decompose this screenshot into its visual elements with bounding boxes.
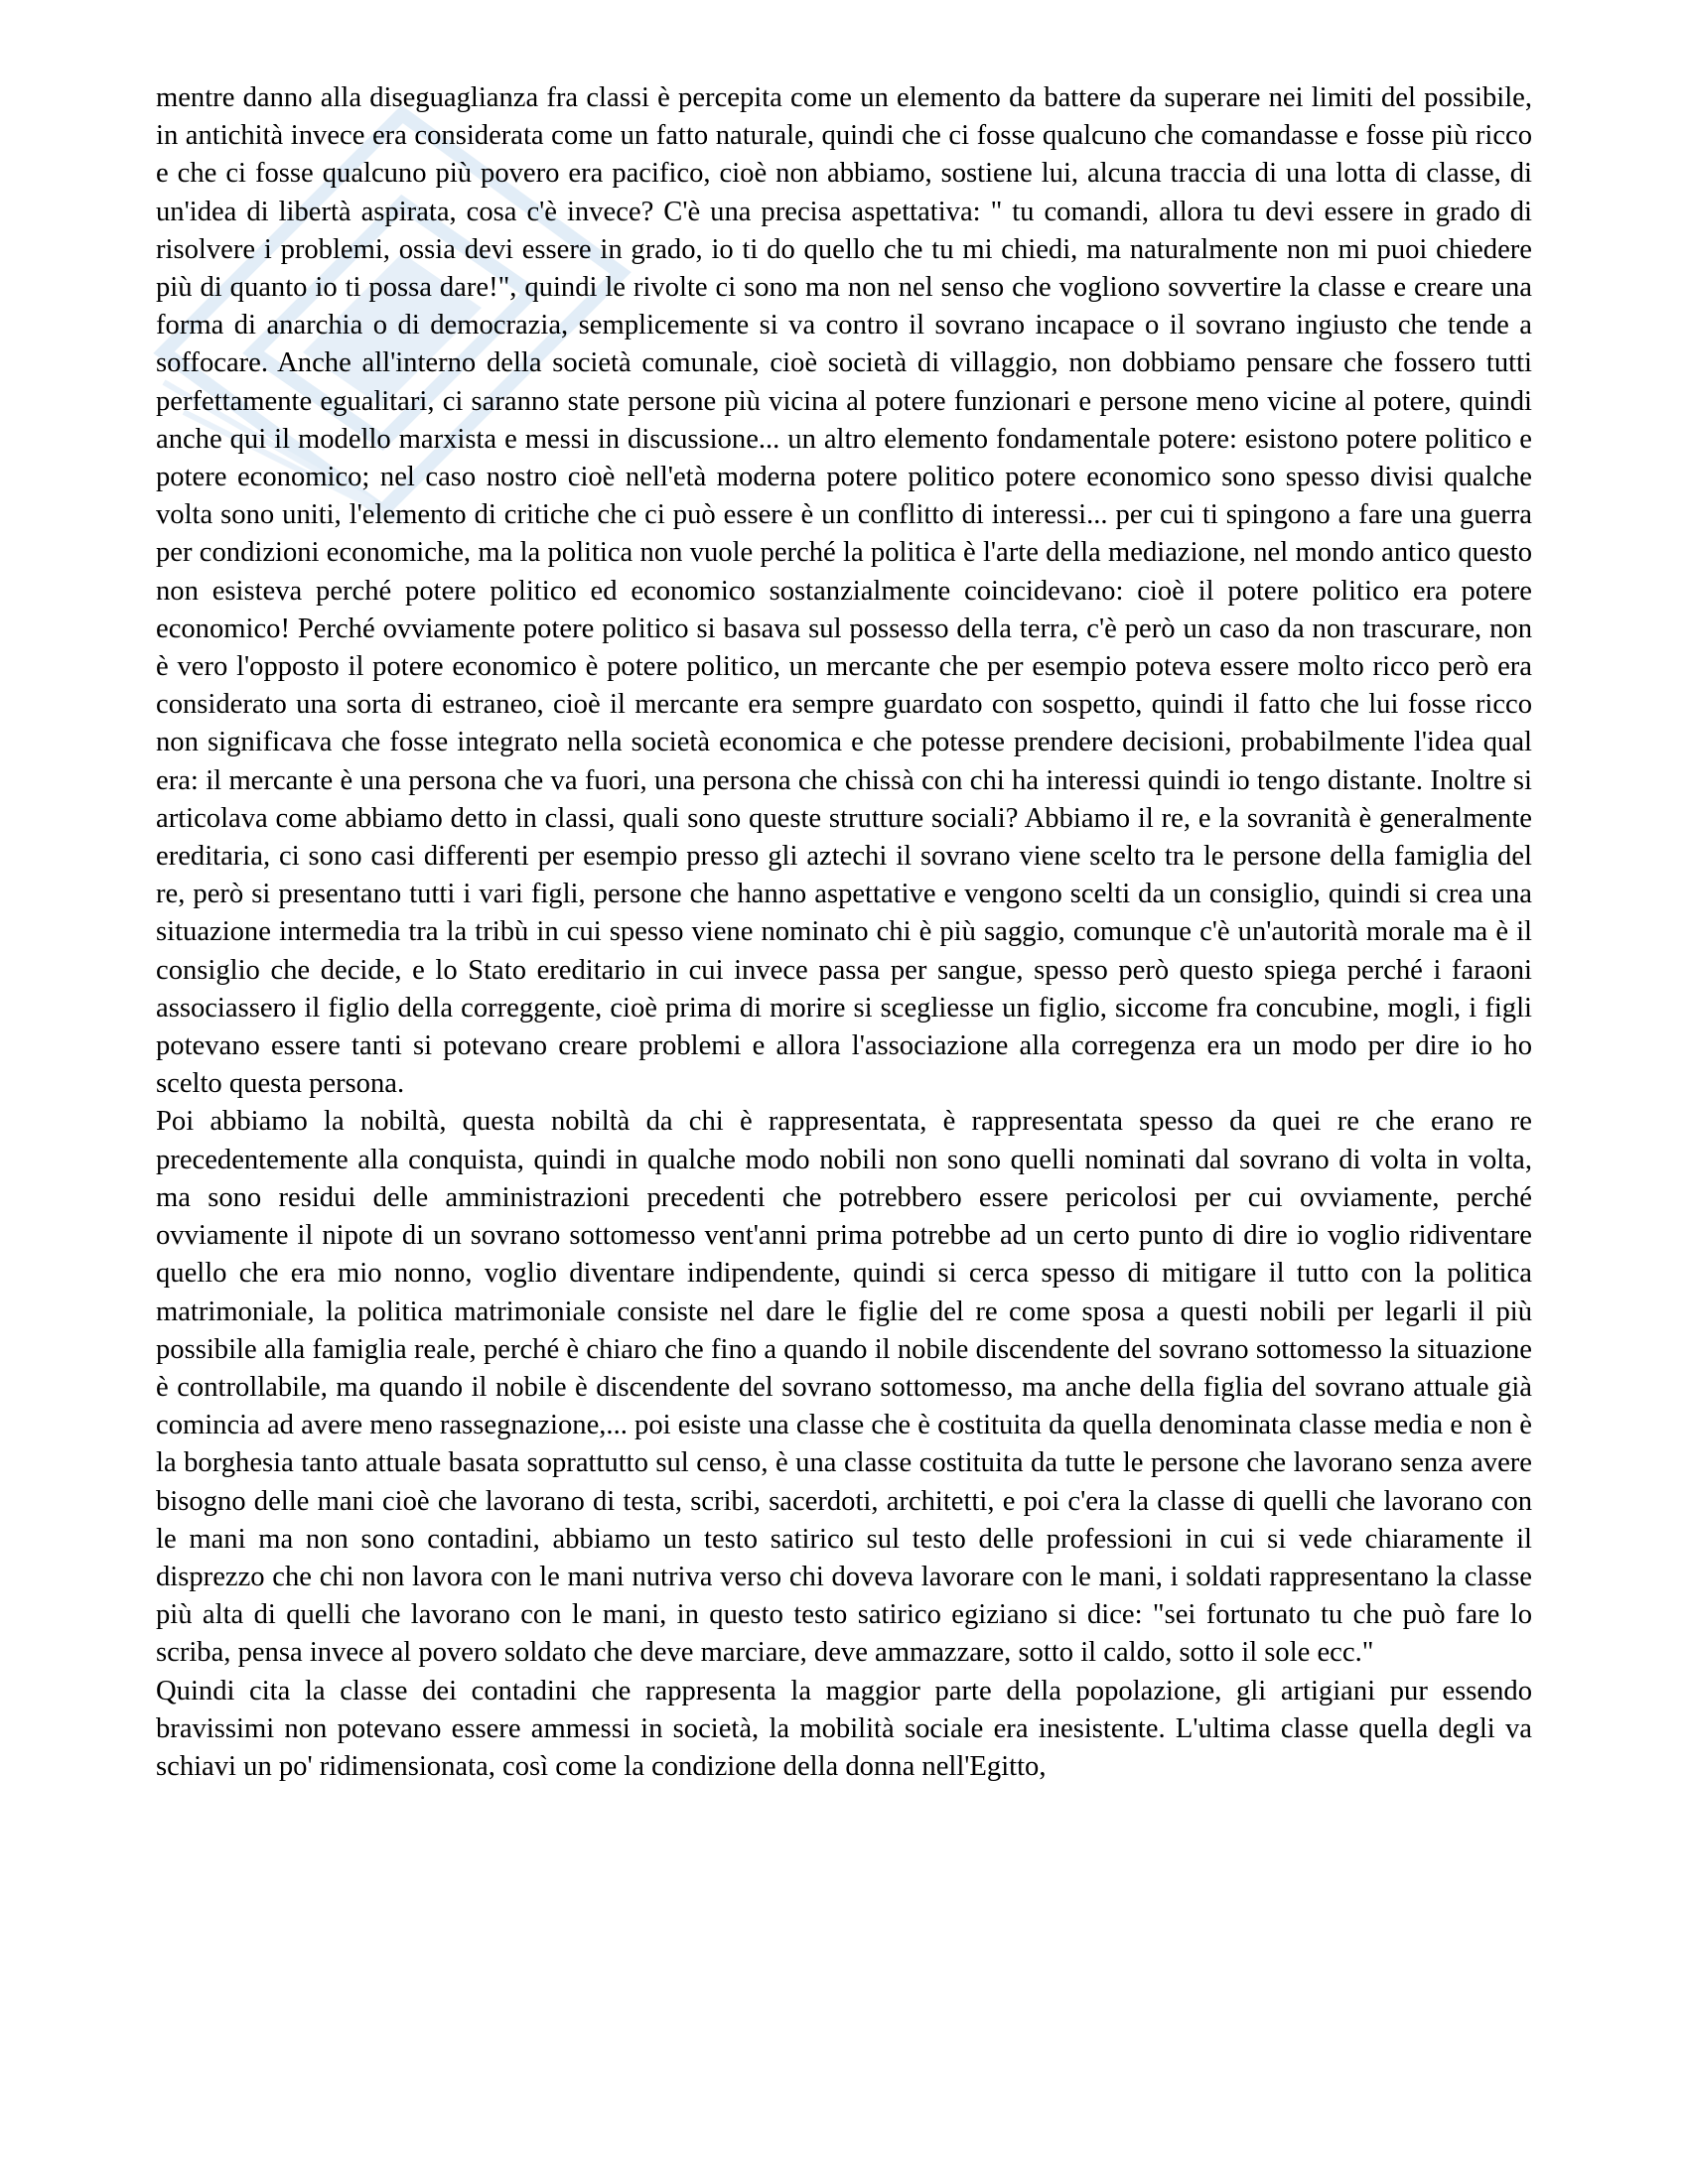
paragraph-3: Quindi cita la classe dei contadini che rappresenta la maggior parte della popolazione, gli artigiani pur essendo bravissimi non potevano essere ammessi in società, la mobilità sociale era inesistente. L'ultima classe quella degli va schiavi un po' ridimensionata, così come la condizione della donna nell'Egitto, (156, 1675, 1532, 1782)
paragraph-1: mentre danno alla diseguaglianza fra classi è percepita come un elemento da battere da superare nei limiti del possibile, in antichità invece era considerata come un fatto naturale, quindi che ci fosse qualcuno che comandasse e fosse più ricco e che ci fosse qualcuno più povero era pacifico, cioè non abbiamo, sostiene lui, alcuna traccia di una lotta di classe, di un'idea di libertà aspirata, cosa c'è invece? C'è una precisa aspettativa: " tu comandi, allora tu devi essere in grado di risolvere i problemi, ossia devi essere in grado, io ti do quello che tu mi chiedi, ma naturalmente non mi puoi chiedere più di quanto io ti possa dare!", quindi le rivolte ci sono ma non nel senso che vogliono sovvertire la classe e creare una forma di anarchia o di democrazia, semplicemente si va contro il sovrano incapace o il sovrano ingiusto che tende a soffocare. Anche all'interno della società comunale, cioè società di villaggio, non dobbiamo pensare che fossero tutti perfettamente egualitari, ci saranno state persone più vicina al potere funzionari e persone meno vicine al potere, quindi anche qui il modello marxista e messi in discussione... un altro elemento fondamentale potere: esistono potere politico e potere economico; nel caso nostro cioè nell'età moderna potere politico potere economico sono spesso divisi qualche volta sono uniti, l'elemento di critiche che ci può essere è un conflitto di interessi... per cui ti spingono a fare una guerra per condizioni economiche, ma la politica non vuole perché la politica è l'arte della mediazione, nel mondo antico questo non esisteva perché potere politico ed economico sostanzialmente coincidevano: cioè il potere politico era potere economico! Perché ovviamente potere politico si basava sul possesso della terra, c'è però un caso da non trascurare, non è vero l'opposto il potere economico è potere politico, un mercante che per esempio poteva essere molto ricco però era considerato una sorta di estraneo, cioè il mercante era sempre guardato con sospetto, quindi il fatto che lui fosse ricco non significava che fosse integrato nella società economica e che potesse prendere decisioni, probabilmente l'idea qual era: il mercante è una persona che va fuori, una persona che chissà con chi ha interessi quindi io tengo distante. Inoltre si articolava come abbiamo detto in classi, quali sono queste strutture sociali? Abbiamo il re, e la sovranità è generalmente ereditaria, ci sono casi differenti per esempio presso gli aztechi il sovrano viene scelto tra le persone della famiglia del re, però si presentano tutti i vari figli, persone che hanno aspettative e vengono scelti da un consiglio, quindi si crea una situazione intermedia tra la tribù in cui spesso viene nominato chi è più saggio, comunque c'è un'autorità morale ma è il consiglio che decide, e lo Stato ereditario in cui invece passa per sangue, spesso però questo spiega perché i faraoni associassero il figlio della correggente, cioè prima di morire si scegliesse un figlio, siccome fra concubine, mogli, i figli potevano essere tanti si potevano creare problemi e allora l'associazione alla corregenza era un modo per dire io ho scelto questa persona. (156, 82, 1532, 1100)
document-page (156, 79, 1532, 1786)
paragraph-2: Poi abbiamo la nobiltà, questa nobiltà da chi è rappresentata, è rappresentata spesso da quei re che erano re precedentemente alla conquista, quindi in qualche modo nobili non sono quelli nominati dal sovrano di volta in volta, ma sono residui delle amministrazioni precedenti che potrebbero essere pericolosi per cui ovviamente, perché ovviamente il nipote di un sovrano sottomesso vent'anni prima potrebbe ad un certo punto di dire io voglio ridiventare quello che era mio nonno, voglio diventare indipendente, quindi si cerca spesso di mitigare il tutto con la politica matrimoniale, la politica matrimoniale consiste nel dare le figlie del re come sposa a questi nobili per legarli il più possibile alla famiglia reale, perché è chiaro che fino a quando il nobile discendente del sovrano sottomesso la situazione è controllabile, ma quando il nobile è discendente del sovrano sottomesso, ma anche della figlia del sovrano attuale già comincia ad avere meno rassegnazione,... poi esiste una classe che è costituita da quella denominata classe media e non è la borghesia tanto attuale basata soprattutto sul censo, è una classe costituita da tutte le persone che lavorano senza avere bisogno delle mani cioè che lavorano di testa, scribi, sacerdoti, architetti, e poi c'era la classe di quelli che lavorano con le mani ma non sono contadini, abbiamo un testo satirico sul testo delle professioni in cui si vede chiaramente il disprezzo che chi non lavora con le mani nutriva verso chi doveva lavorare con le mani, i soldati rappresentano la classe più alta di quelli che lavorano con le mani, in questo testo satirico egiziano si dice: "sei fortunato tu che può fare lo scriba, pensa invece al povero soldato che deve marciare, deve ammazzare, sotto il caldo, sotto il sole ecc." (156, 1106, 1532, 1669)
